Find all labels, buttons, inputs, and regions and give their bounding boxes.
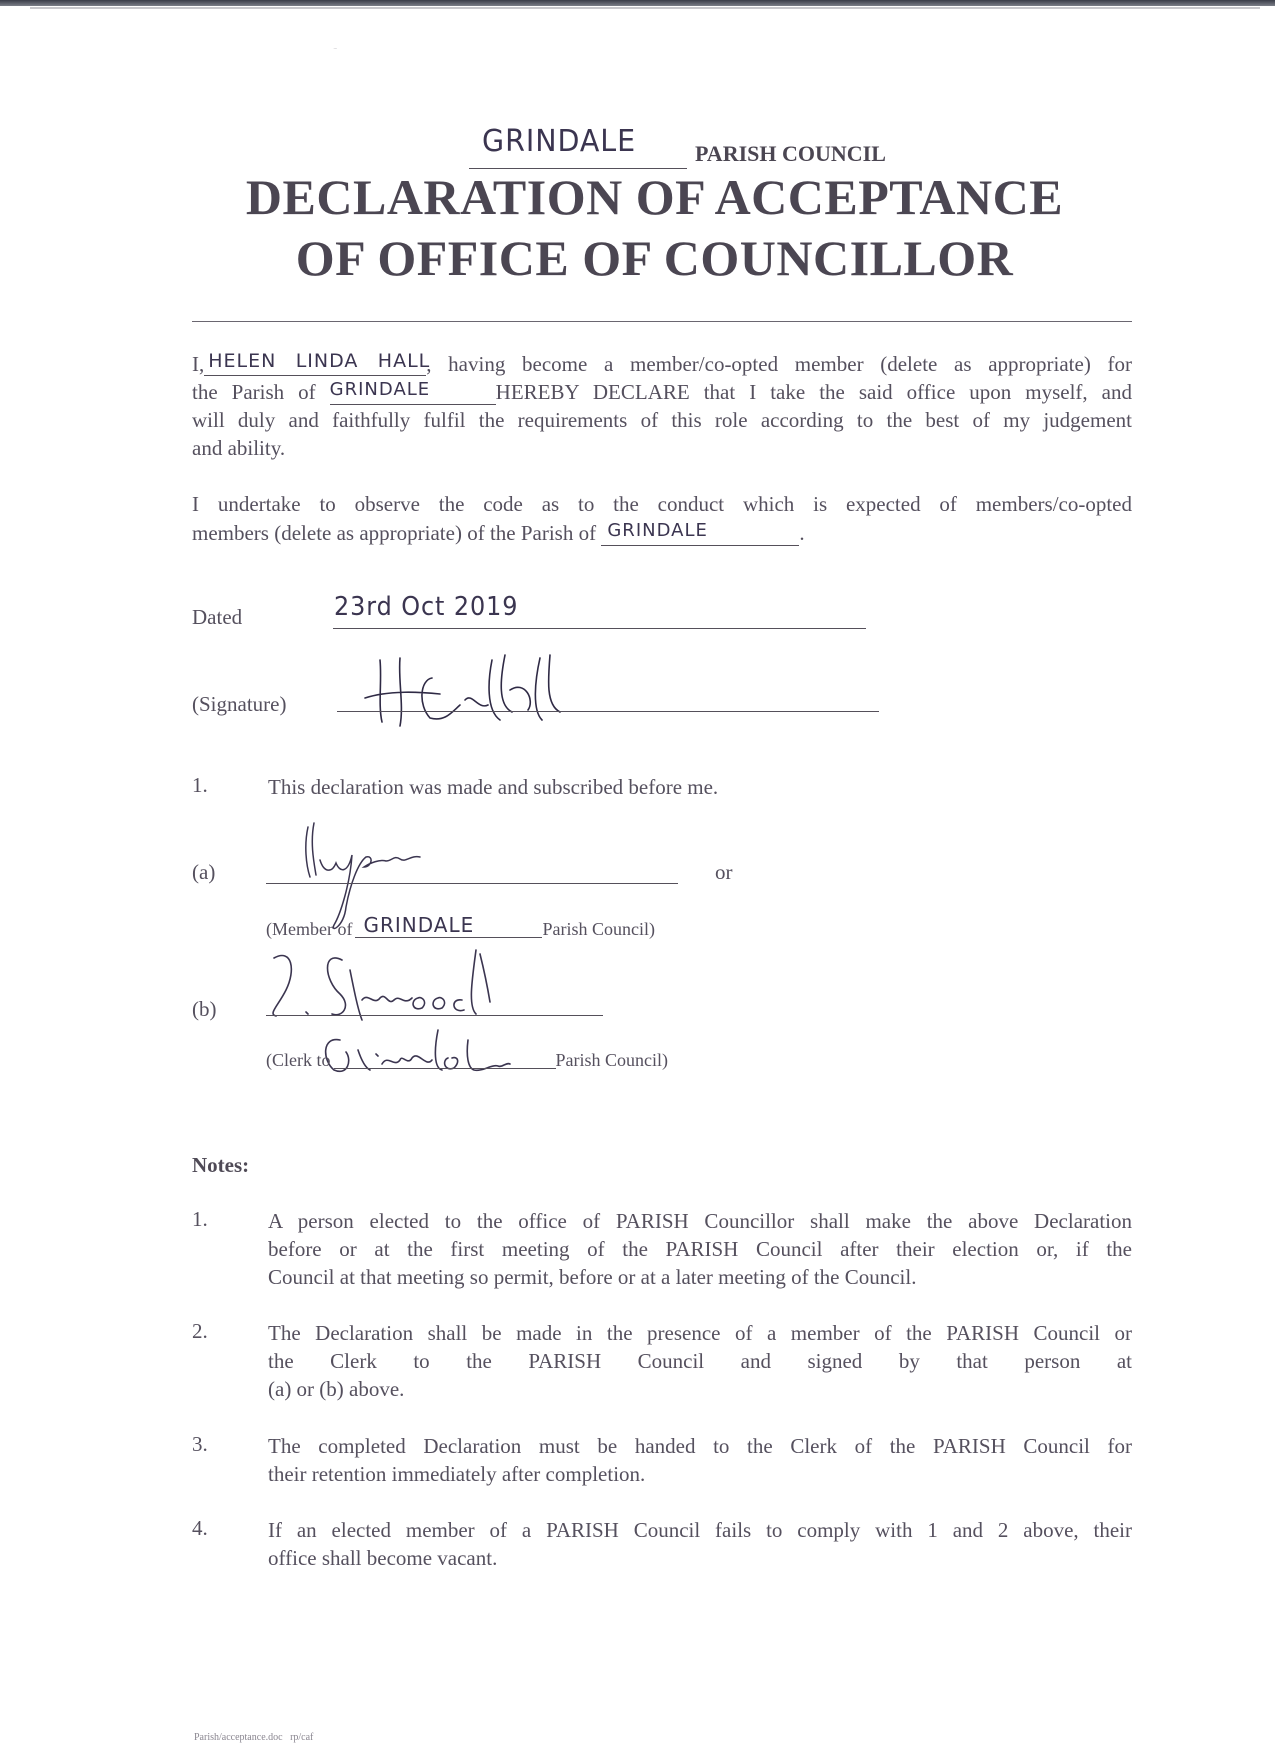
clerk-to-prefix: (Clerk to <box>266 1050 331 1070</box>
declaration-line2-prefix: the Parish of <box>192 380 316 404</box>
councillor-name-field <box>204 350 431 379</box>
note-3-number: 3. <box>192 1432 208 1456</box>
scan-edge-shadow <box>30 7 1260 9</box>
note-3-line: The completed Declaration must be handed to the Clerk of the PARISH Council for <box>268 1434 1132 1458</box>
clerk-to-suffix: Parish Council) <box>555 1050 668 1070</box>
date-line <box>333 628 866 629</box>
witness-statement: This declaration was made and subscribed before me. <box>268 775 719 799</box>
parish-handwritten-1: GRINDALE <box>329 379 431 400</box>
option-b-label: (b) <box>192 997 217 1021</box>
or-label: or <box>715 860 733 884</box>
note-2-line: the Clerk to the PARISH Council and signed by that person at <box>268 1349 1132 1373</box>
note-4-line: If an elected member of a PARISH Council fails to comply with 1 and 2 above, their <box>268 1518 1132 1542</box>
parish-field-2 <box>601 519 799 549</box>
footer-doc-ref: Parish/acceptance.doc rp/caf <box>194 1732 314 1743</box>
scan-edge <box>0 0 1275 6</box>
page-title-line2: OF OFFICE OF COUNCILLOR <box>295 230 1014 286</box>
member-of-prefix: (Member of <box>266 919 353 939</box>
undertaking-period: . <box>799 521 805 545</box>
notes-heading: Notes: <box>192 1153 250 1177</box>
declaration-line1-text: , having become a member/co-opted member (delete as appropriate) for <box>426 352 1132 376</box>
signature-label: (Signature) <box>192 692 287 716</box>
option-a-line <box>266 883 678 884</box>
note-1-line: before or at the first meeting of the PARISH Council after their election or, if the <box>268 1237 1132 1261</box>
note-2 <box>268 1319 1132 1403</box>
page-title-line1: DECLARATION OF ACCEPTANCE <box>245 169 1064 225</box>
member-of-field <box>355 913 542 940</box>
member-of-suffix: Parish Council) <box>542 919 655 939</box>
clerk-to-parish-handwritten: Grindale <box>333 49 337 50</box>
note-4-number: 4. <box>192 1516 208 1540</box>
declaration-prefix: I, <box>192 352 205 376</box>
note-4 <box>268 1516 1132 1572</box>
signature-line <box>337 711 879 712</box>
note-1-line: Council at that meeting so permit, before or at a later meeting of the Council. <box>268 1265 917 1289</box>
undertaking-line1-text: I undertake to observe the code as to the conduct which is expected of members/co-opted <box>192 492 1132 516</box>
note-3-line: their retention immediately after completion. <box>268 1462 646 1486</box>
note-1 <box>268 1207 1132 1291</box>
option-b-line <box>266 1015 603 1016</box>
undertaking-line2-prefix: members (delete as appropriate) of the Parish of <box>192 521 597 545</box>
declaration-line2-text: HEREBY DECLARE that I take the said office upon myself, and <box>495 380 1132 404</box>
councillor-name-handwritten: HELEN LINDA HALL <box>208 350 431 372</box>
parish-council-label: PARISH COUNCIL <box>695 141 886 166</box>
parish-handwritten-2: GRINDALE <box>607 520 708 541</box>
parish-name-handwritten: GRINDALE <box>482 124 637 159</box>
councillor-signature-drawing <box>360 650 640 730</box>
councillor-signature <box>360 650 640 730</box>
declaration-line2 <box>192 378 1132 408</box>
option-a-label: (a) <box>192 860 216 884</box>
declaration-line3-text: will duly and faithfully fulfil the requirements of this role according to the best of my judgement <box>192 408 1132 432</box>
declaration-line1 <box>192 350 1132 379</box>
undertaking-line2 <box>192 519 805 549</box>
dated-label: Dated <box>192 605 243 629</box>
witness-item-number: 1. <box>192 773 208 797</box>
date-handwritten: 23rd Oct 2019 <box>334 592 519 622</box>
parish-field-1 <box>330 378 496 408</box>
note-3 <box>268 1432 1132 1488</box>
header-divider <box>192 321 1132 322</box>
note-4-line: office shall become vacant. <box>268 1546 498 1570</box>
note-2-line: (a) or (b) above. <box>268 1377 405 1401</box>
note-1-line: A person elected to the office of PARISH Councillor shall make the above Declaration <box>268 1209 1132 1233</box>
note-2-line: The Declaration shall be made in the presence of a member of the PARISH Council or <box>268 1321 1132 1345</box>
declaration-line4: and ability. <box>192 436 286 460</box>
declaration-line3 <box>192 406 1132 434</box>
note-2-number: 2. <box>192 1319 208 1343</box>
member-of-parish-handwritten: GRINDALE <box>363 913 475 937</box>
note-1-number: 1. <box>192 1207 208 1231</box>
member-of-row <box>266 913 655 940</box>
undertaking-line1 <box>192 490 1132 518</box>
